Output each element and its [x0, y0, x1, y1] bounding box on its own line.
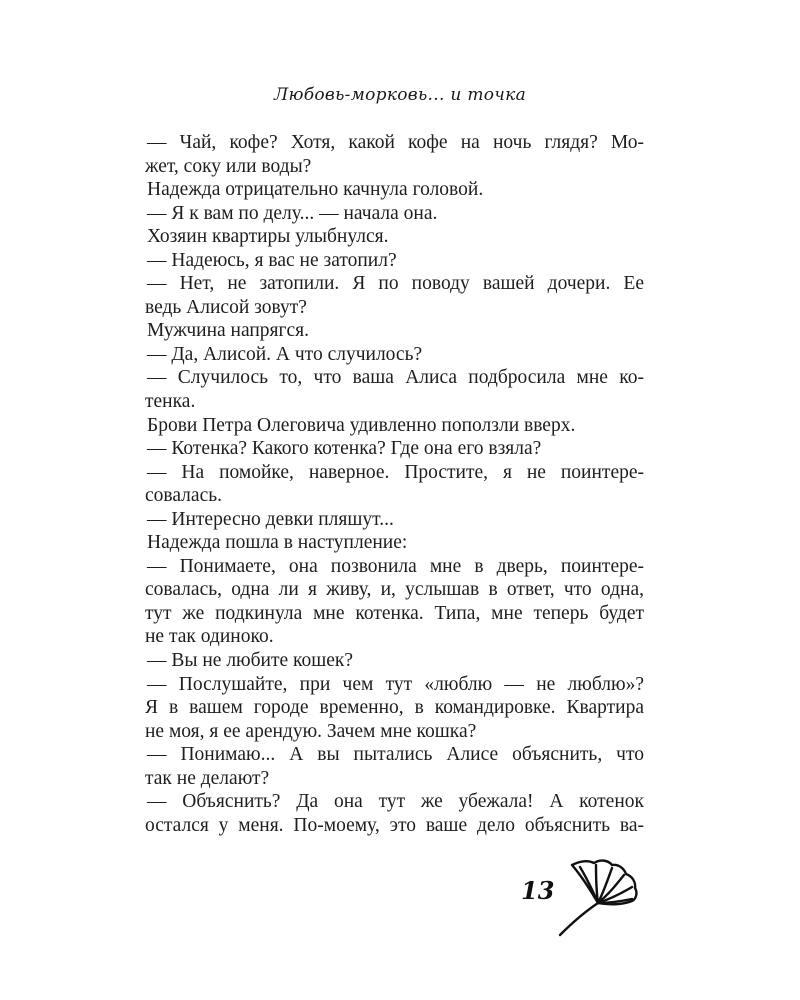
text-line: — Я к вам по делу... — начала она. [147, 202, 438, 224]
text-line: — Чай, кофе? Хотя, какой кофе на ночь глядя? Мо- [147, 132, 644, 153]
text-line: — Да, Алисой. А что случилось? [147, 343, 423, 365]
text-line: Брови Петра Олеговича удивленно поползли вверх. [147, 414, 576, 436]
text-line: Надежда отрицательно качнула головой. [147, 179, 484, 201]
text-line: — Понимаю... А вы пытались Алисе объяснить, что [147, 744, 644, 766]
text-line: не так одиноко. [145, 626, 274, 648]
text-line: остался у меня. По-моему, это ваше дело объяснить ва- [145, 814, 644, 836]
running-header: Любовь-морковь... и точка [273, 85, 527, 105]
text-line: — Котенка? Какого котенка? Где она его взяла? [147, 438, 542, 460]
text-line: — Интересно девки пляшут... [147, 508, 394, 530]
text-line: жет, соку или воды? [145, 155, 312, 177]
ginkgo-leaf-icon [552, 855, 642, 945]
text-line: Хозяин квартиры улыбнулся. [147, 226, 389, 248]
text-line: — На помойке, наверное. Простите, я не поинтере- [147, 461, 644, 483]
text-line: — Надеюсь, я вас не затопил? [147, 249, 397, 271]
text-line: — Послушайте, при чем тут «люблю — не люблю»? [147, 673, 644, 695]
text-line: — Вы не любите кошек? [147, 650, 354, 672]
body-text [147, 131, 644, 837]
text-line: — Нет, не затопили. Я по поводу вашей дочери. Ее [147, 273, 644, 295]
text-line: Я в вашем городе временно, в командировке. Квартира [145, 697, 644, 719]
text-line: совалась, одна ли я живу, и, услышав в ответ, что одна, [145, 579, 644, 601]
text-line: тут же подкинула мне котенка. Типа, мне теперь будет [145, 602, 644, 624]
text-line: — Понимаете, она позвонила мне в дверь, поинтере- [147, 555, 644, 577]
text-line: — Объяснить? Да она тут же убежала! А котенок [147, 791, 644, 813]
text-line: Мужчина напрягся. [147, 320, 310, 342]
text-line: Надежда пошла в наступление: [147, 532, 408, 554]
text-line: тенка. [145, 391, 196, 413]
text-line: совалась. [145, 485, 222, 507]
text-line: ведь Алисой зовут? [145, 296, 307, 318]
text-line: так не делают? [145, 767, 270, 789]
text-line: не моя, я ее арендую. Зачем мне кошка? [145, 720, 477, 742]
text-line: — Случилось то, что ваша Алиса подбросила мне ко- [147, 367, 644, 389]
page-number: 13 [521, 876, 555, 905]
